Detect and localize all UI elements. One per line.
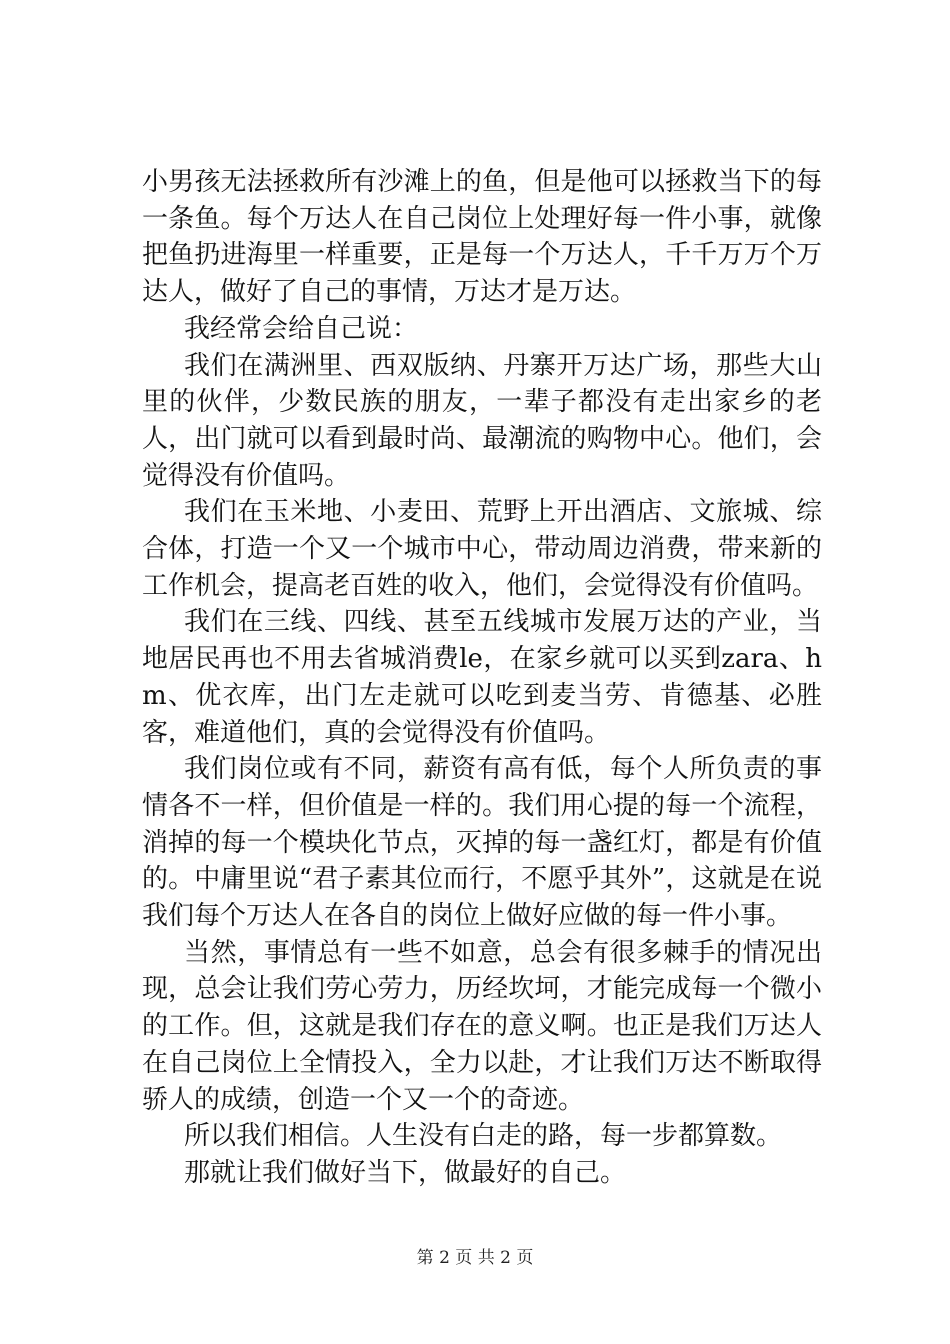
page-number-label: 第 2 页 共 2 页 [416, 1248, 534, 1268]
paragraph-8: 所以我们相信。人生没有白走的路，每一步都算数。 [184, 1121, 783, 1152]
paragraph-5: 我们在三线、四线、甚至五线城市发展万达的产业，当地居民再也不用去省城消费le，在家乡就可以买到zara、hm、优衣库，出门左走就可以吃到麦当劳、肯德基、必胜客，难道他们，真的会觉得没有价值吗。 [142, 607, 822, 748]
paragraph-7: 当然，事情总有一些不如意，总会有很多棘手的情况出现，总会让我们劳心劳力，历经坎坷，才能完成每一个微小的工作。但，这就是我们存在的意义啊。也正是我们万达人在自己岗位上全情投入，全力以赴，才让我们万达不断取得骄人的成绩，创造一个又一个的奇迹。 [142, 937, 822, 1115]
document-body [142, 164, 822, 1192]
paragraph-6: 我们岗位或有不同，薪资有高有低，每个人所负责的事情各不一样，但价值是一样的。我们用心提的每一个流程，消掉的每一个模块化节点，灭掉的每一盏红灯，都是有价值的。中庸里说“君子素其位而行，不愿乎其外”，这就是在说我们每个万达人在各自的岗位上做好应做的每一件小事。 [142, 754, 822, 932]
paragraph-1: 小男孩无法拯救所有沙滩上的鱼，但是他可以拯救当下的每一条鱼。每个万达人在自己岗位上处理好每一件小事，就像把鱼扔进海里一样重要，正是每一个万达人，千千万万个万达人，做好了自己的事情，万达才是万达。 [142, 167, 822, 308]
paragraph-4: 我们在玉米地、小麦田、荒野上开出酒店、文旅城、综合体，打造一个又一个城市中心，带动周边消费，带来新的工作机会，提高老百姓的收入，他们，会觉得没有价值吗。 [142, 497, 822, 601]
paragraph-2: 我经常会给自己说： [184, 313, 419, 344]
page-footer [0, 1243, 950, 1268]
paragraph-9: 那就让我们做好当下，做最好的自己。 [184, 1157, 627, 1188]
paragraph-3: 我们在满洲里、西双版纳、丹寨开万达广场，那些大山里的伙伴，少数民族的朋友，一辈子都没有走出家乡的老人，出门就可以看到最时尚、最潮流的购物中心。他们，会觉得没有价值吗。 [142, 350, 822, 491]
